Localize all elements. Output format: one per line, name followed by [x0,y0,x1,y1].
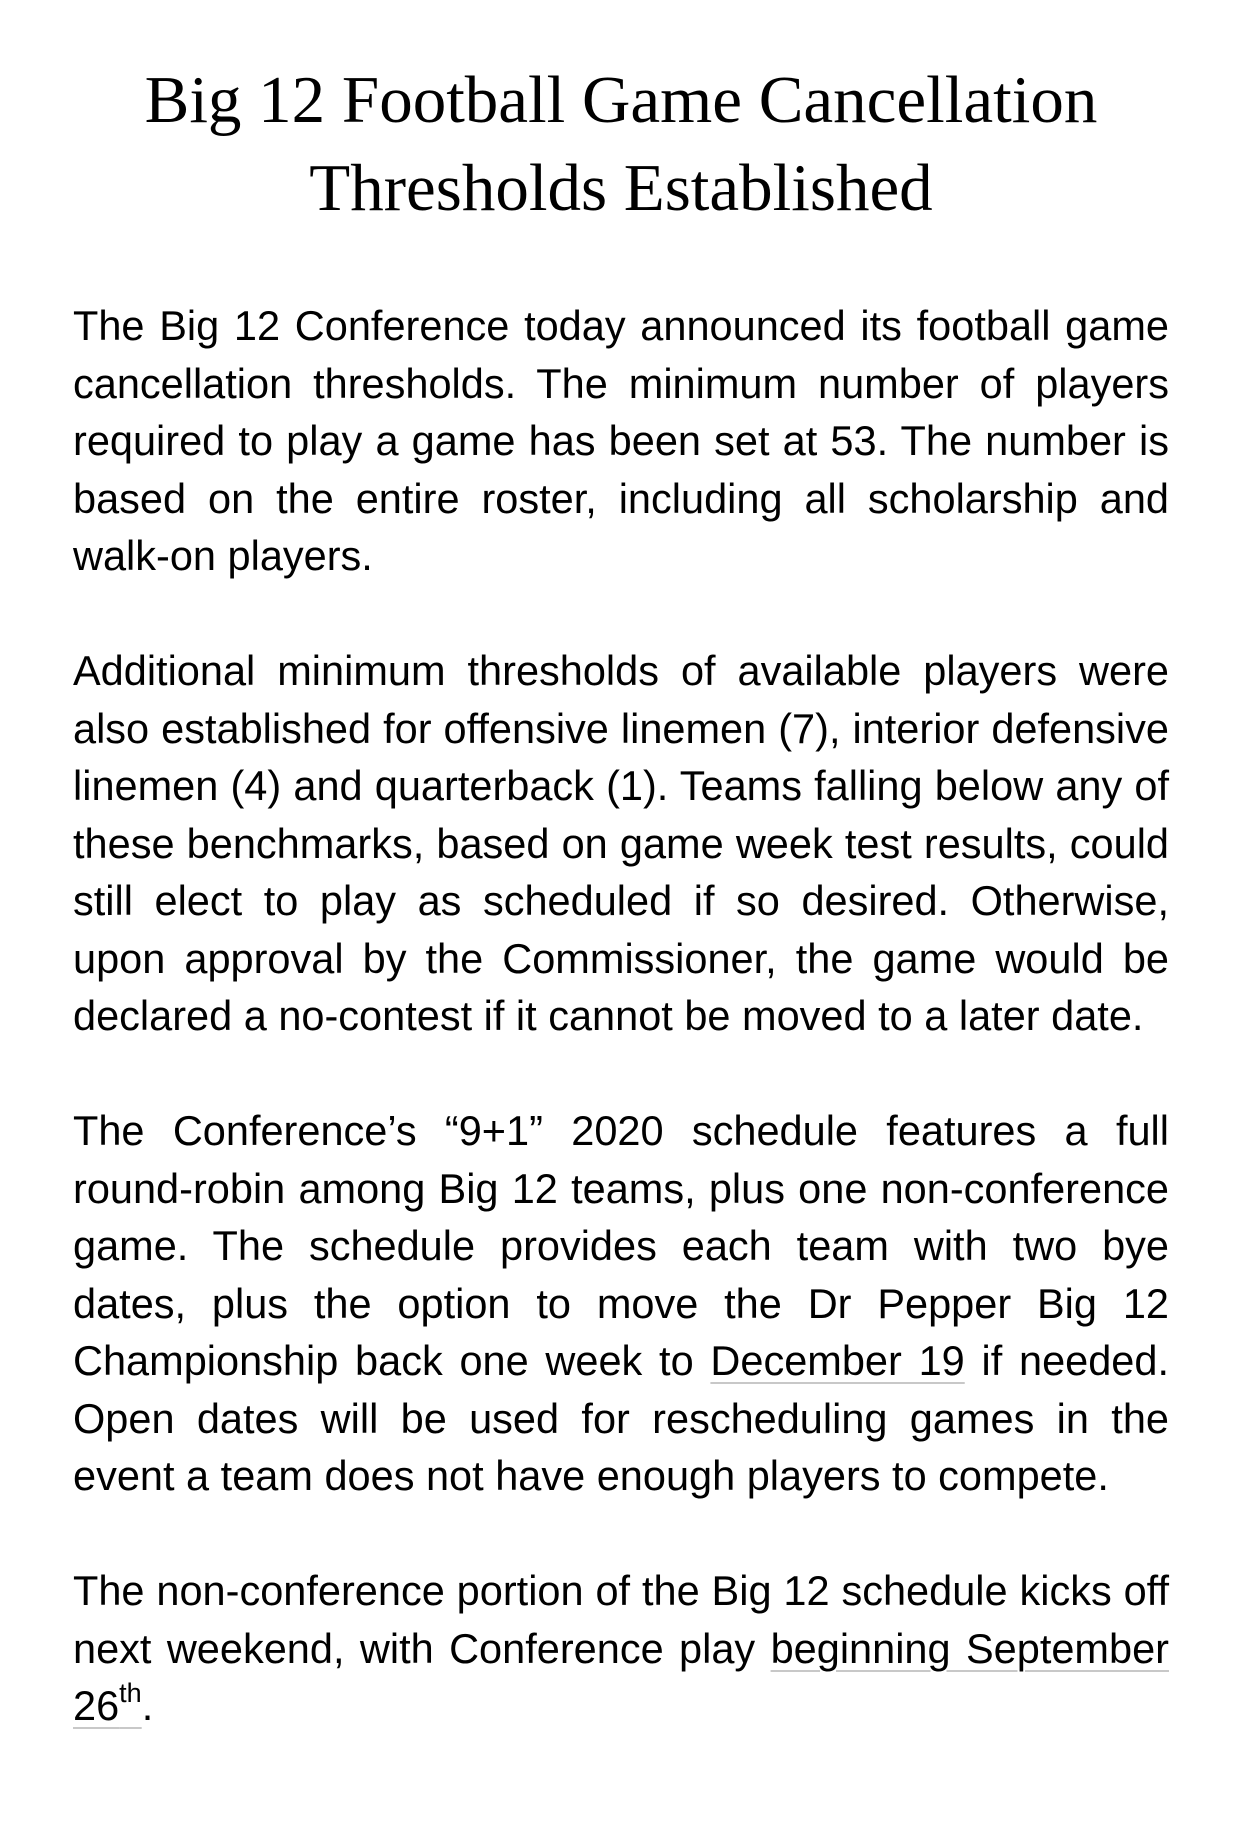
paragraph-3 [73,1102,1169,1505]
date-link-september-26-text: beginning September 26 [73,1624,1169,1729]
paragraph-2: Additional minimum thresholds of available players were also established for offensive linemen (7), interior defensive linemen (4) and quarterback (1). Teams falling below any of these benchmarks, based on game week test results, could still elect to play as scheduled if so desired. Otherwise, upon approval by the Commissioner, the game would be declared a no-contest if it cannot be moved to a later date. [73,647,1169,1039]
paragraph-1: The Big 12 Conference today announced its football game cancellation thresholds. The minimum number of players required to play a game has been set at 53. The number is based on the entire roster, including all scholarship and walk-on players. [73,302,1169,579]
paragraph-3-text-before: The Conference’s “9+1” 2020 schedule features a full round-robin among Big 12 teams, plus one non-conference game. The schedule provides each team with two bye dates, plus the option to move the Dr Pepper Big 12 Championship back one week to [73,1107,1169,1384]
paragraph-4-text-before: The non-conference portion of the Big 12 schedule kicks off next weekend, with Conference play [73,1567,1169,1672]
document-body [73,297,1169,1735]
paragraph-3-text-after: if needed. Open dates will be used for rescheduling games in the event a team does not have enough players to compete. [73,1337,1169,1499]
date-link-december-19[interactable]: December 19 [710,1337,965,1384]
document-title: Big 12 Football Game Cancellation Thresholds Established [144,63,1098,225]
paragraph-4-text-after: . [141,1682,154,1729]
ordinal-suffix: th [119,1678,142,1708]
paragraph-4 [73,1562,1169,1735]
